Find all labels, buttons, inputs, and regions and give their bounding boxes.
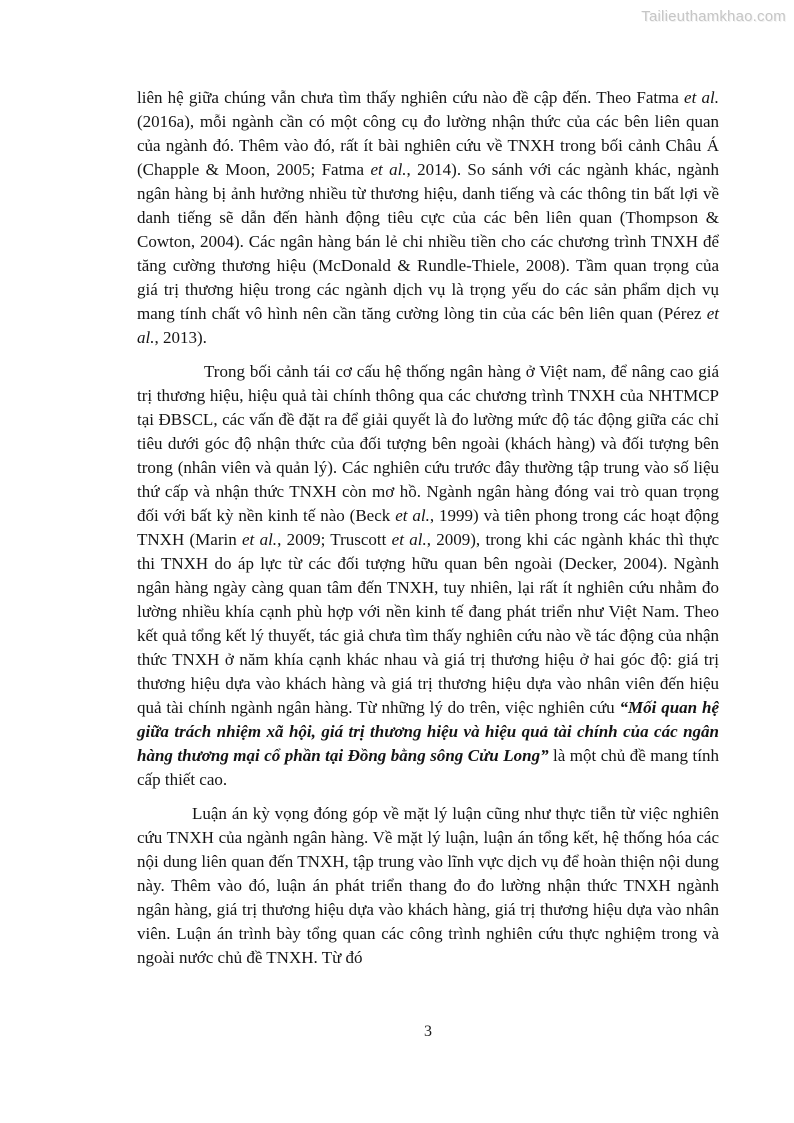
text-run: , 2009), trong khi các ngành khác thì thực thi TNXH do áp lực từ các đối tượng hữu quan bên ngoài (Decker, 2004). Ngành ngân hàng ngày càng quan tâm đến TNXH, tuy nhiên, lại rất ít nghiên cứu nhằm đo lường nhiều khía cạnh phù hợp với nền kinh tế đang phát triển như Việt Nam. Theo kết quả tổng kết lý thuyết, tác giả chưa tìm thấy nghiên cứu nào về tác động của nhận thức TNXH ở năm khía cạnh khác nhau và giá trị thương hiệu ở hai góc độ: giá trị thương hiệu dựa vào khách hàng và giá trị thương hiệu dựa vào nhân viên đến hiệu quả tài chính ngành ngân hàng. Từ những lý do trên, việc nghiên cứu	[137, 530, 719, 717]
paragraph-contributions	[137, 802, 719, 970]
text-run: et al.	[370, 160, 407, 179]
text-run: liên hệ giữa chúng vẫn chưa tìm thấy nghiên cứu nào đề cập đến. Theo Fatma	[137, 88, 685, 107]
text-run: là một chủ đề mang tính cấp thiết cao.	[137, 746, 719, 789]
text-run: , 2009; Truscott	[277, 530, 392, 549]
text-run: et al.	[391, 530, 427, 549]
text-run: et al.	[395, 506, 430, 525]
watermark-text: Tailieuthamkhao.com	[641, 8, 786, 25]
text-run: et al.	[684, 88, 719, 107]
text-run: Luận án kỳ vọng đóng góp về mặt lý luận cũng như thực tiễn từ việc nghiên cứu TNXH của ngành ngân hàng. Về mặt lý luận, luận án tổng kết, hệ thống hóa các nội dung liên quan đến TNXH, tập trung vào lĩnh vực dịch vụ để hoàn thiện nội dung này. Thêm vào đó, luận án phát triển thang đo đo lường nhận thức TNXH ngành ngân hàng, giá trị thương hiệu dựa vào khách hàng, giá trị thương hiệu dựa vào nhân viên. Luận án trình bày tổng quan các công trình nghiên cứu thực nghiệm trong và ngoài nước chủ đề TNXH. Từ đó	[137, 804, 719, 967]
text-run: , 1999) và tiên phong trong các hoạt động TNXH (Marin	[137, 506, 719, 549]
text-run: et al.	[242, 530, 278, 549]
paragraph-research-context	[137, 360, 719, 792]
page-number: 3	[424, 1023, 432, 1040]
text-run: , 2013).	[154, 328, 207, 347]
text-run: , 2014). So sánh với các ngành khác, ngành ngân hàng bị ảnh hưởng nhiều từ thương hiệu, danh tiếng và các thông tin bất lợi về danh tiếng sẽ dẫn đến hành động tiêu cực của các bên liên quan (Thompson & Cowton, 2004). Các ngân hàng bán lẻ chi nhiều tiền cho các chương trình TNXH để tăng cường thương hiệu (McDonald & Rundle-Thiele, 2008). Tầm quan trọng của giá trị thương hiệu trong các ngành dịch vụ là trọng yếu do các sản phẩm dịch vụ mang tính chất vô hình nên cần tăng cường lòng tin của các bên liên quan (Pérez	[137, 160, 719, 323]
text-run: et al.	[137, 304, 719, 347]
text-run: (2016a), mỗi ngành cần có một công cụ đo lường nhận thức của các bên liên quan của ngành đó. Thêm vào đó, rất ít bài nghiên cứu về TNXH trong bối cảnh Châu Á (Chapple & Moon, 2005; Fatma	[137, 112, 719, 179]
page-content	[137, 86, 719, 980]
paragraph-continuation	[137, 86, 719, 350]
text-run: Trong bối cảnh tái cơ cấu hệ thống ngân hàng ở Việt nam, để nâng cao giá trị thương hiệu, hiệu quả tài chính thông qua các chương trình TNXH của NHTMCP tại ĐBSCL, các vấn đề đặt ra để giải quyết là đo lường mức độ tác động giữa các chỉ tiêu dưới góc độ nhận thức của đối tượng bên ngoài (khách hàng) và đối tượng bên trong (nhân viên và quản lý). Các nghiên cứu trước đây thường tập trung vào số liệu thứ cấp và nhận thức TNXH còn mơ hồ. Ngành ngân hàng đóng vai trò quan trọng đối với bất kỳ nền kinh tế nào (Beck	[137, 362, 719, 525]
thesis-title-emphasis: “Mối quan hệ giữa trách nhiệm xã hội, giá trị thương hiệu và hiệu quả tài chính của các ngân hàng thương mại cổ phần tại Đồng bằng sông Cửu Long”	[137, 698, 719, 765]
